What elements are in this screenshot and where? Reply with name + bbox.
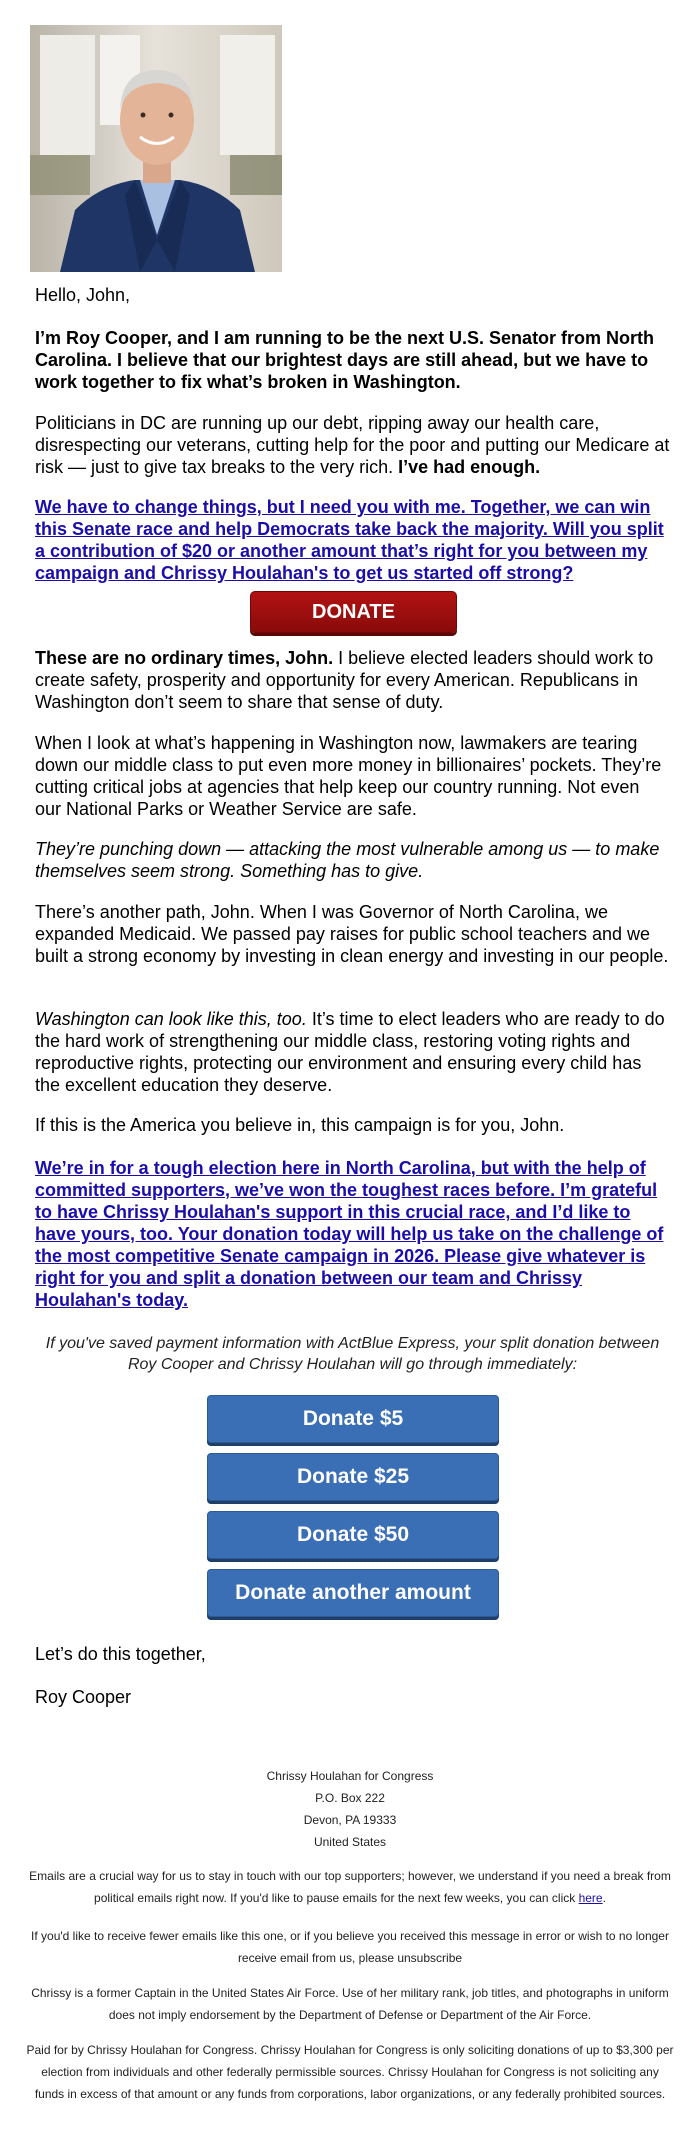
portrait-image — [30, 25, 282, 272]
actblue-express-note: If you've saved payment information with ActBlue Express, your split donation between Roy Cooper and Chrissy Houlahan will go through immediately: — [45, 1335, 660, 1373]
closing-line: Let’s do this together, — [35, 1644, 206, 1664]
donation-link-1[interactable]: We have to change things, but I need you with me. Together, we can win this Senate race and help Democrats take back the majority. Will you split a contribution of $20 or another amount that’s right for you between my campaign and Chrissy Houlahan's to get us started off strong? — [35, 497, 664, 583]
donate-50-button[interactable]: Donate $50 — [207, 1511, 499, 1559]
paragraph-debt-bold: I’ve had enough. — [398, 457, 541, 477]
paragraph-punching-down: They’re punching down — attacking the most vulnerable among us — to make themselves seem strong. Something has to give. — [35, 839, 660, 881]
paragraph-another-path: There’s another path, John. When I was Governor of North Carolina, we expanded Medicaid. We passed pay raises for public school teachers and we built a strong economy by investing in clean energy and investing in our people. — [35, 902, 669, 966]
donate-other-amount-button[interactable]: Donate another amount — [207, 1569, 499, 1617]
paragraph-debt-text: Politicians in DC are running up our debt, ripping away our health care, disrespecting our veterans, cutting help for the poor and putting our Medicare at risk — just to give tax breaks to the very rich. — [35, 413, 670, 477]
donate-25-button[interactable]: Donate $25 — [207, 1453, 499, 1501]
paragraph-washington: When I look at what’s happening in Washington now, lawmakers are tearing down our middle class to put even more money in billionaires’ pockets. They’re cutting critical jobs at agencies that help keep our country running. Not even our National Parks or Weather Service are safe. — [35, 733, 662, 819]
signature: Roy Cooper — [35, 1687, 132, 1707]
paragraph-america: If this is the America you believe in, this campaign is for you, John. — [35, 1115, 565, 1135]
donation-ask-1 — [35, 496, 670, 584]
paragraph-ordinary-times — [35, 647, 670, 713]
ordinary-times-text: I believe elected leaders should work to create safety, prosperity and opportunity for every American. Republicans in Washington don’t seem to share that sense of duty. — [35, 648, 654, 712]
footer-air-force-disclaimer: Chrissy is a former Captain in the United States Air Force. Use of her military rank, job titles, and photographs in uniform does not imply endorsement by the Department of Defense or Department of the Air Force. — [31, 1986, 669, 2022]
look-like-this-italic: Washington can look like this, too. — [35, 1009, 307, 1029]
footer-org-name: Chrissy Houlahan for Congress — [266, 1769, 434, 1783]
footer-city: Devon, PA 19333 — [303, 1813, 397, 1827]
footer-address — [25, 1765, 675, 1853]
paragraph-debt — [35, 412, 670, 478]
look-like-this-text: It’s time to elect leaders who are ready to do the hard work of strengthening our middle class, restoring voting rights and reproductive rights, protecting our environment and ensuring every child has the excellent education they deserve. — [35, 1009, 665, 1095]
footer-country: United States — [313, 1835, 387, 1849]
intro-paragraph: I’m Roy Cooper, and I am running to be the next U.S. Senator from North Carolina. I believe that our brightest days are still ahead, but we have to work together to fix what’s broken in Washington. — [35, 328, 655, 392]
donation-ask-2 — [35, 1157, 670, 1311]
footer-unsubscribe[interactable]: If you'd like to receive fewer emails like this one, or if you believe you received this message in error or wish to no longer receive email from us, please unsubscribe — [31, 1929, 669, 1965]
footer-pause-text: Emails are a crucial way for us to stay in touch with our top supporters; however, we understand if you need a break from political emails right now. If you'd like to pause emails for the next few weeks, you can click — [29, 1869, 671, 1905]
ordinary-times-bold: These are no ordinary times, John. — [35, 648, 334, 668]
donation-link-2[interactable]: We’re in for a tough election here in North Carolina, but with the help of committed supporters, we’ve won the toughest races before. I’m grateful to have Chrissy Houlahan's support in this crucial race, and I’d like to have yours, too. Your donation today will help us take on the challenge of the most competitive Senate campaign in 2026. Please give whatever is right for you and split a donation between our team and Chrissy Houlahan's today. — [35, 1158, 664, 1310]
footer-pause-emails — [25, 1865, 675, 1909]
paragraph-look-like-this — [35, 1008, 670, 1096]
footer-paid-for: Paid for by Chrissy Houlahan for Congress. Chrissy Houlahan for Congress is only soliciting donations of up to $3,300 per election from individuals and other federally permissible sources. Chrissy Houlahan for Congress is not soliciting any funds in excess of that amount or any funds from corporations, labor organizations, or any federally prohibited sources. — [26, 2043, 674, 2101]
footer-pause-end: . — [602, 1891, 606, 1905]
pause-emails-link[interactable]: here — [578, 1891, 603, 1905]
footer-po-box: P.O. Box 222 — [315, 1791, 385, 1805]
donate-button[interactable]: DONATE — [250, 591, 457, 633]
donate-5-button[interactable]: Donate $5 — [207, 1395, 499, 1443]
candidate-photo — [30, 25, 282, 272]
greeting: Hello, John, — [35, 285, 131, 305]
